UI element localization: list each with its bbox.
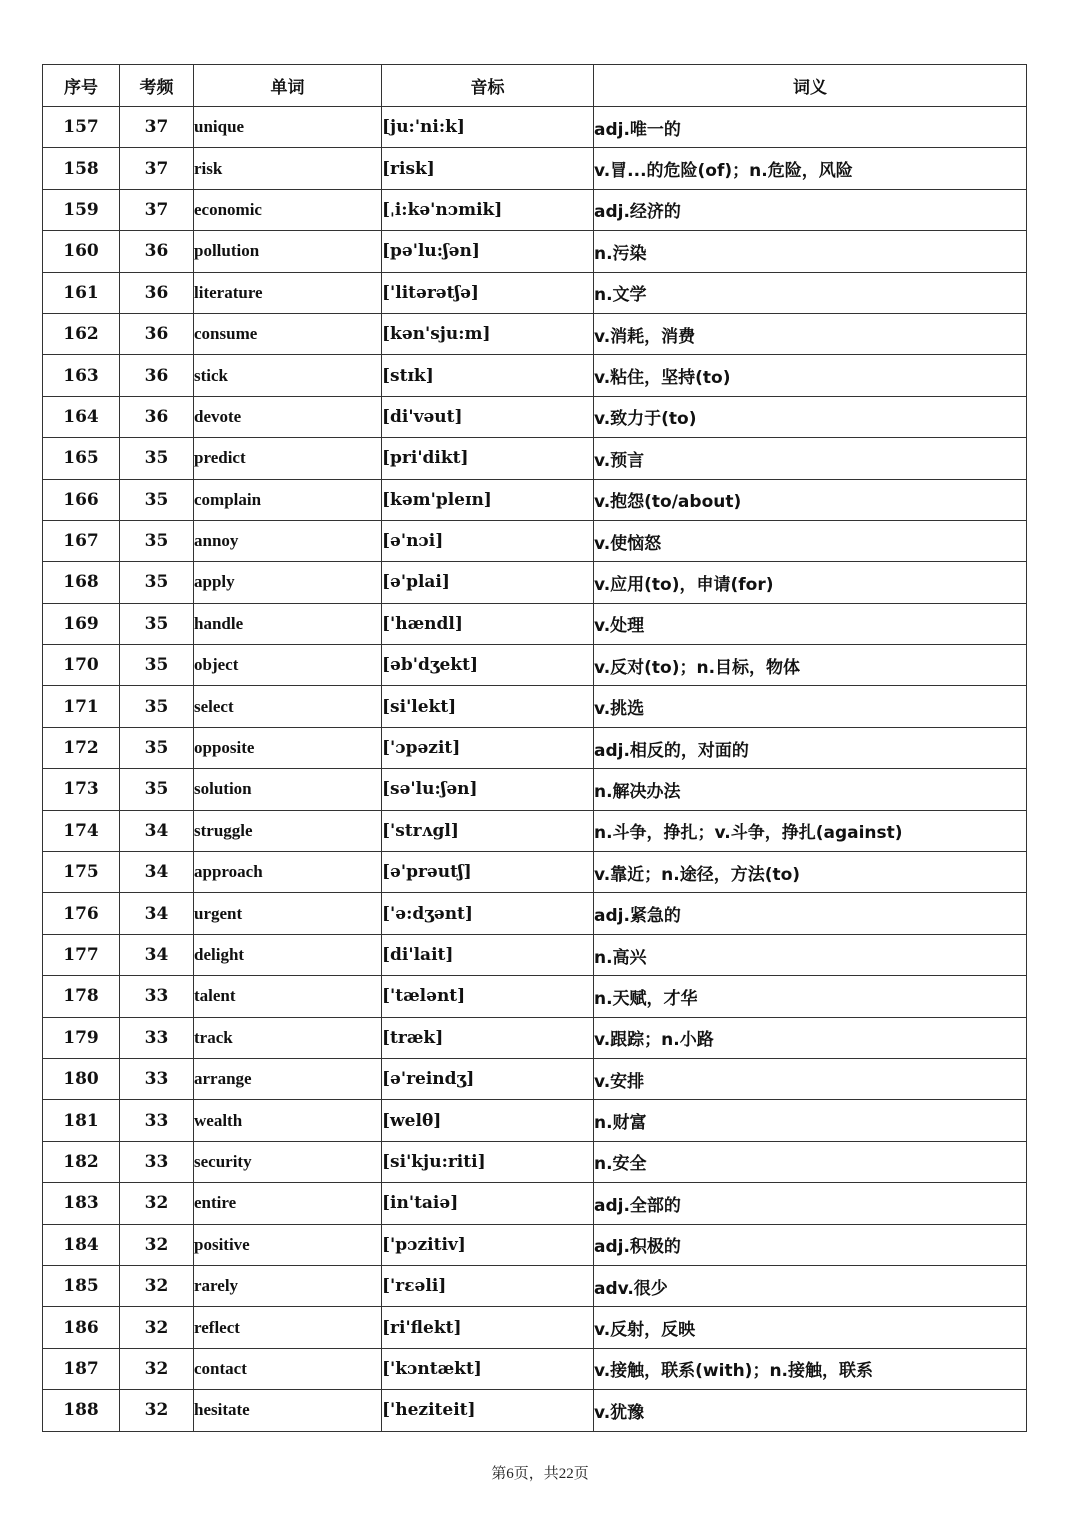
cell-frequency: 36 bbox=[120, 313, 194, 354]
cell-frequency: 33 bbox=[120, 1100, 194, 1141]
cell-index: 168 bbox=[43, 562, 120, 603]
cell-frequency: 35 bbox=[120, 769, 194, 810]
table-row bbox=[43, 1224, 1027, 1265]
cell-phonetic: [risk] bbox=[382, 148, 594, 189]
cell-word: urgent bbox=[194, 893, 382, 934]
cell-phonetic: ['pɔzitiv] bbox=[382, 1224, 594, 1265]
cell-index: 160 bbox=[43, 231, 120, 272]
cell-meaning: adj.相反的，对面的 bbox=[594, 727, 1027, 768]
cell-meaning: v.挑选 bbox=[594, 686, 1027, 727]
cell-index: 184 bbox=[43, 1224, 120, 1265]
header-frequency: 考频 bbox=[120, 65, 194, 107]
header-word: 单词 bbox=[194, 65, 382, 107]
table-header-row bbox=[43, 65, 1027, 107]
cell-index: 163 bbox=[43, 355, 120, 396]
table-row bbox=[43, 686, 1027, 727]
cell-word: solution bbox=[194, 769, 382, 810]
cell-meaning: v.致力于(to) bbox=[594, 396, 1027, 437]
cell-phonetic: ['litərətʃə] bbox=[382, 272, 594, 313]
header-index: 序号 bbox=[43, 65, 120, 107]
cell-index: 188 bbox=[43, 1390, 120, 1431]
cell-index: 167 bbox=[43, 520, 120, 561]
cell-index: 186 bbox=[43, 1307, 120, 1348]
cell-frequency: 37 bbox=[120, 107, 194, 148]
table-row bbox=[43, 934, 1027, 975]
cell-meaning: v.跟踪；n.小路 bbox=[594, 1017, 1027, 1058]
cell-word: devote bbox=[194, 396, 382, 437]
cell-index: 172 bbox=[43, 727, 120, 768]
table-row bbox=[43, 1307, 1027, 1348]
cell-frequency: 34 bbox=[120, 810, 194, 851]
cell-word: literature bbox=[194, 272, 382, 313]
cell-meaning: adj.经济的 bbox=[594, 189, 1027, 230]
cell-phonetic: ['strʌgl] bbox=[382, 810, 594, 851]
cell-index: 162 bbox=[43, 313, 120, 354]
cell-phonetic: [si'kju:riti] bbox=[382, 1141, 594, 1182]
cell-frequency: 32 bbox=[120, 1307, 194, 1348]
cell-meaning: v.处理 bbox=[594, 603, 1027, 644]
cell-phonetic: [di'lait] bbox=[382, 934, 594, 975]
table-row bbox=[43, 1390, 1027, 1431]
cell-phonetic: [ˌi:kə'nɔmik] bbox=[382, 189, 594, 230]
table-row bbox=[43, 1265, 1027, 1306]
cell-phonetic: [welθ] bbox=[382, 1100, 594, 1141]
cell-phonetic: [in'taiə] bbox=[382, 1183, 594, 1224]
vocabulary-table bbox=[42, 64, 1027, 1432]
cell-index: 159 bbox=[43, 189, 120, 230]
cell-word: entire bbox=[194, 1183, 382, 1224]
cell-frequency: 35 bbox=[120, 603, 194, 644]
cell-word: economic bbox=[194, 189, 382, 230]
cell-phonetic: [si'lekt] bbox=[382, 686, 594, 727]
cell-index: 180 bbox=[43, 1058, 120, 1099]
cell-meaning: v.冒...的危险(of)；n.危险，风险 bbox=[594, 148, 1027, 189]
cell-meaning: v.靠近；n.途径，方法(to) bbox=[594, 852, 1027, 893]
cell-index: 173 bbox=[43, 769, 120, 810]
cell-word: risk bbox=[194, 148, 382, 189]
cell-frequency: 33 bbox=[120, 976, 194, 1017]
table-row bbox=[43, 1100, 1027, 1141]
cell-frequency: 33 bbox=[120, 1141, 194, 1182]
cell-index: 176 bbox=[43, 893, 120, 934]
cell-frequency: 34 bbox=[120, 893, 194, 934]
cell-frequency: 35 bbox=[120, 686, 194, 727]
cell-index: 181 bbox=[43, 1100, 120, 1141]
cell-index: 182 bbox=[43, 1141, 120, 1182]
cell-phonetic: [træk] bbox=[382, 1017, 594, 1058]
cell-index: 165 bbox=[43, 438, 120, 479]
cell-frequency: 35 bbox=[120, 727, 194, 768]
table-row bbox=[43, 893, 1027, 934]
header-meaning: 词义 bbox=[594, 65, 1027, 107]
cell-index: 171 bbox=[43, 686, 120, 727]
cell-meaning: adj.紧急的 bbox=[594, 893, 1027, 934]
cell-word: predict bbox=[194, 438, 382, 479]
table-row bbox=[43, 355, 1027, 396]
cell-word: reflect bbox=[194, 1307, 382, 1348]
cell-word: security bbox=[194, 1141, 382, 1182]
cell-frequency: 36 bbox=[120, 355, 194, 396]
cell-meaning: v.预言 bbox=[594, 438, 1027, 479]
cell-phonetic: ['ə:dʒənt] bbox=[382, 893, 594, 934]
cell-word: annoy bbox=[194, 520, 382, 561]
cell-index: 175 bbox=[43, 852, 120, 893]
cell-word: talent bbox=[194, 976, 382, 1017]
cell-phonetic: ['ɔpəzit] bbox=[382, 727, 594, 768]
cell-index: 177 bbox=[43, 934, 120, 975]
cell-phonetic: [di'vəut] bbox=[382, 396, 594, 437]
cell-phonetic: [əb'dʒekt] bbox=[382, 645, 594, 686]
cell-phonetic: [sə'lu:ʃən] bbox=[382, 769, 594, 810]
cell-word: unique bbox=[194, 107, 382, 148]
cell-frequency: 35 bbox=[120, 645, 194, 686]
table-row bbox=[43, 107, 1027, 148]
page-number: 第6页，共22页 bbox=[491, 1466, 589, 1482]
cell-meaning: n.文学 bbox=[594, 272, 1027, 313]
cell-frequency: 36 bbox=[120, 396, 194, 437]
cell-frequency: 35 bbox=[120, 438, 194, 479]
table-row bbox=[43, 520, 1027, 561]
cell-meaning: n.斗争，挣扎；v.斗争，挣扎(against) bbox=[594, 810, 1027, 851]
cell-word: select bbox=[194, 686, 382, 727]
cell-index: 161 bbox=[43, 272, 120, 313]
table-row bbox=[43, 1348, 1027, 1389]
cell-index: 164 bbox=[43, 396, 120, 437]
cell-phonetic: ['hændl] bbox=[382, 603, 594, 644]
cell-meaning: v.粘住，坚持(to) bbox=[594, 355, 1027, 396]
table-row bbox=[43, 562, 1027, 603]
cell-meaning: n.高兴 bbox=[594, 934, 1027, 975]
cell-frequency: 37 bbox=[120, 189, 194, 230]
table-row bbox=[43, 313, 1027, 354]
cell-meaning: v.消耗，消费 bbox=[594, 313, 1027, 354]
cell-phonetic: [ə'reindʒ] bbox=[382, 1058, 594, 1099]
cell-phonetic: ['kɔntækt] bbox=[382, 1348, 594, 1389]
cell-word: wealth bbox=[194, 1100, 382, 1141]
cell-word: positive bbox=[194, 1224, 382, 1265]
cell-meaning: n.财富 bbox=[594, 1100, 1027, 1141]
cell-meaning: v.应用(to)，申请(for) bbox=[594, 562, 1027, 603]
cell-frequency: 32 bbox=[120, 1348, 194, 1389]
cell-word: hesitate bbox=[194, 1390, 382, 1431]
cell-frequency: 32 bbox=[120, 1265, 194, 1306]
table-row bbox=[43, 1058, 1027, 1099]
cell-frequency: 33 bbox=[120, 1058, 194, 1099]
cell-word: track bbox=[194, 1017, 382, 1058]
cell-index: 185 bbox=[43, 1265, 120, 1306]
cell-index: 187 bbox=[43, 1348, 120, 1389]
table-row bbox=[43, 272, 1027, 313]
cell-index: 174 bbox=[43, 810, 120, 851]
cell-phonetic: ['tælənt] bbox=[382, 976, 594, 1017]
cell-word: rarely bbox=[194, 1265, 382, 1306]
cell-frequency: 32 bbox=[120, 1224, 194, 1265]
cell-meaning: n.天赋，才华 bbox=[594, 976, 1027, 1017]
table-row bbox=[43, 438, 1027, 479]
table-row bbox=[43, 852, 1027, 893]
cell-meaning: v.反对(to)；n.目标，物体 bbox=[594, 645, 1027, 686]
cell-frequency: 36 bbox=[120, 231, 194, 272]
table-row bbox=[43, 189, 1027, 230]
cell-meaning: v.犹豫 bbox=[594, 1390, 1027, 1431]
cell-index: 169 bbox=[43, 603, 120, 644]
cell-meaning: v.反射，反映 bbox=[594, 1307, 1027, 1348]
cell-meaning: n.解决办法 bbox=[594, 769, 1027, 810]
table-row bbox=[43, 479, 1027, 520]
cell-word: pollution bbox=[194, 231, 382, 272]
cell-phonetic: [ə'prəutʃ] bbox=[382, 852, 594, 893]
cell-word: approach bbox=[194, 852, 382, 893]
cell-phonetic: [kəm'pleɪn] bbox=[382, 479, 594, 520]
cell-phonetic: [stɪk] bbox=[382, 355, 594, 396]
cell-meaning: adj.唯一的 bbox=[594, 107, 1027, 148]
table-row bbox=[43, 976, 1027, 1017]
table-row bbox=[43, 1141, 1027, 1182]
cell-phonetic: [pə'lu:ʃən] bbox=[382, 231, 594, 272]
cell-phonetic: [ju:'ni:k] bbox=[382, 107, 594, 148]
table-row bbox=[43, 769, 1027, 810]
cell-meaning: n.污染 bbox=[594, 231, 1027, 272]
cell-meaning: adj.全部的 bbox=[594, 1183, 1027, 1224]
cell-frequency: 35 bbox=[120, 520, 194, 561]
table-row bbox=[43, 727, 1027, 768]
cell-word: consume bbox=[194, 313, 382, 354]
cell-meaning: adv.很少 bbox=[594, 1265, 1027, 1306]
table-row bbox=[43, 1183, 1027, 1224]
cell-frequency: 37 bbox=[120, 148, 194, 189]
cell-meaning: v.安排 bbox=[594, 1058, 1027, 1099]
cell-index: 179 bbox=[43, 1017, 120, 1058]
cell-index: 158 bbox=[43, 148, 120, 189]
cell-word: arrange bbox=[194, 1058, 382, 1099]
cell-word: struggle bbox=[194, 810, 382, 851]
cell-phonetic: [ri'flekt] bbox=[382, 1307, 594, 1348]
cell-word: delight bbox=[194, 934, 382, 975]
cell-frequency: 35 bbox=[120, 479, 194, 520]
cell-meaning: v.接触，联系(with)；n.接触，联系 bbox=[594, 1348, 1027, 1389]
table-row bbox=[43, 810, 1027, 851]
cell-frequency: 36 bbox=[120, 272, 194, 313]
cell-word: stick bbox=[194, 355, 382, 396]
cell-phonetic: [ə'nɔi] bbox=[382, 520, 594, 561]
cell-phonetic: ['heziteit] bbox=[382, 1390, 594, 1431]
table-body bbox=[43, 107, 1027, 1432]
cell-word: complain bbox=[194, 479, 382, 520]
cell-phonetic: [pri'dikt] bbox=[382, 438, 594, 479]
cell-frequency: 33 bbox=[120, 1017, 194, 1058]
cell-meaning: v.使恼怒 bbox=[594, 520, 1027, 561]
cell-frequency: 35 bbox=[120, 562, 194, 603]
cell-word: object bbox=[194, 645, 382, 686]
cell-word: opposite bbox=[194, 727, 382, 768]
cell-index: 166 bbox=[43, 479, 120, 520]
header-phonetic: 音标 bbox=[382, 65, 594, 107]
cell-phonetic: [ə'plai] bbox=[382, 562, 594, 603]
cell-frequency: 32 bbox=[120, 1183, 194, 1224]
cell-index: 178 bbox=[43, 976, 120, 1017]
table-row bbox=[43, 231, 1027, 272]
table-row bbox=[43, 396, 1027, 437]
table-row bbox=[43, 603, 1027, 644]
cell-meaning: v.抱怨(to/about) bbox=[594, 479, 1027, 520]
cell-word: handle bbox=[194, 603, 382, 644]
cell-meaning: n.安全 bbox=[594, 1141, 1027, 1182]
cell-word: apply bbox=[194, 562, 382, 603]
cell-meaning: adj.积极的 bbox=[594, 1224, 1027, 1265]
cell-frequency: 34 bbox=[120, 934, 194, 975]
cell-index: 170 bbox=[43, 645, 120, 686]
cell-word: contact bbox=[194, 1348, 382, 1389]
table-row bbox=[43, 148, 1027, 189]
cell-index: 183 bbox=[43, 1183, 120, 1224]
cell-phonetic: [kən'sju:m] bbox=[382, 313, 594, 354]
table-row bbox=[43, 1017, 1027, 1058]
cell-phonetic: ['rɛəli] bbox=[382, 1265, 594, 1306]
cell-frequency: 32 bbox=[120, 1390, 194, 1431]
cell-frequency: 34 bbox=[120, 852, 194, 893]
table-row bbox=[43, 645, 1027, 686]
cell-index: 157 bbox=[43, 107, 120, 148]
